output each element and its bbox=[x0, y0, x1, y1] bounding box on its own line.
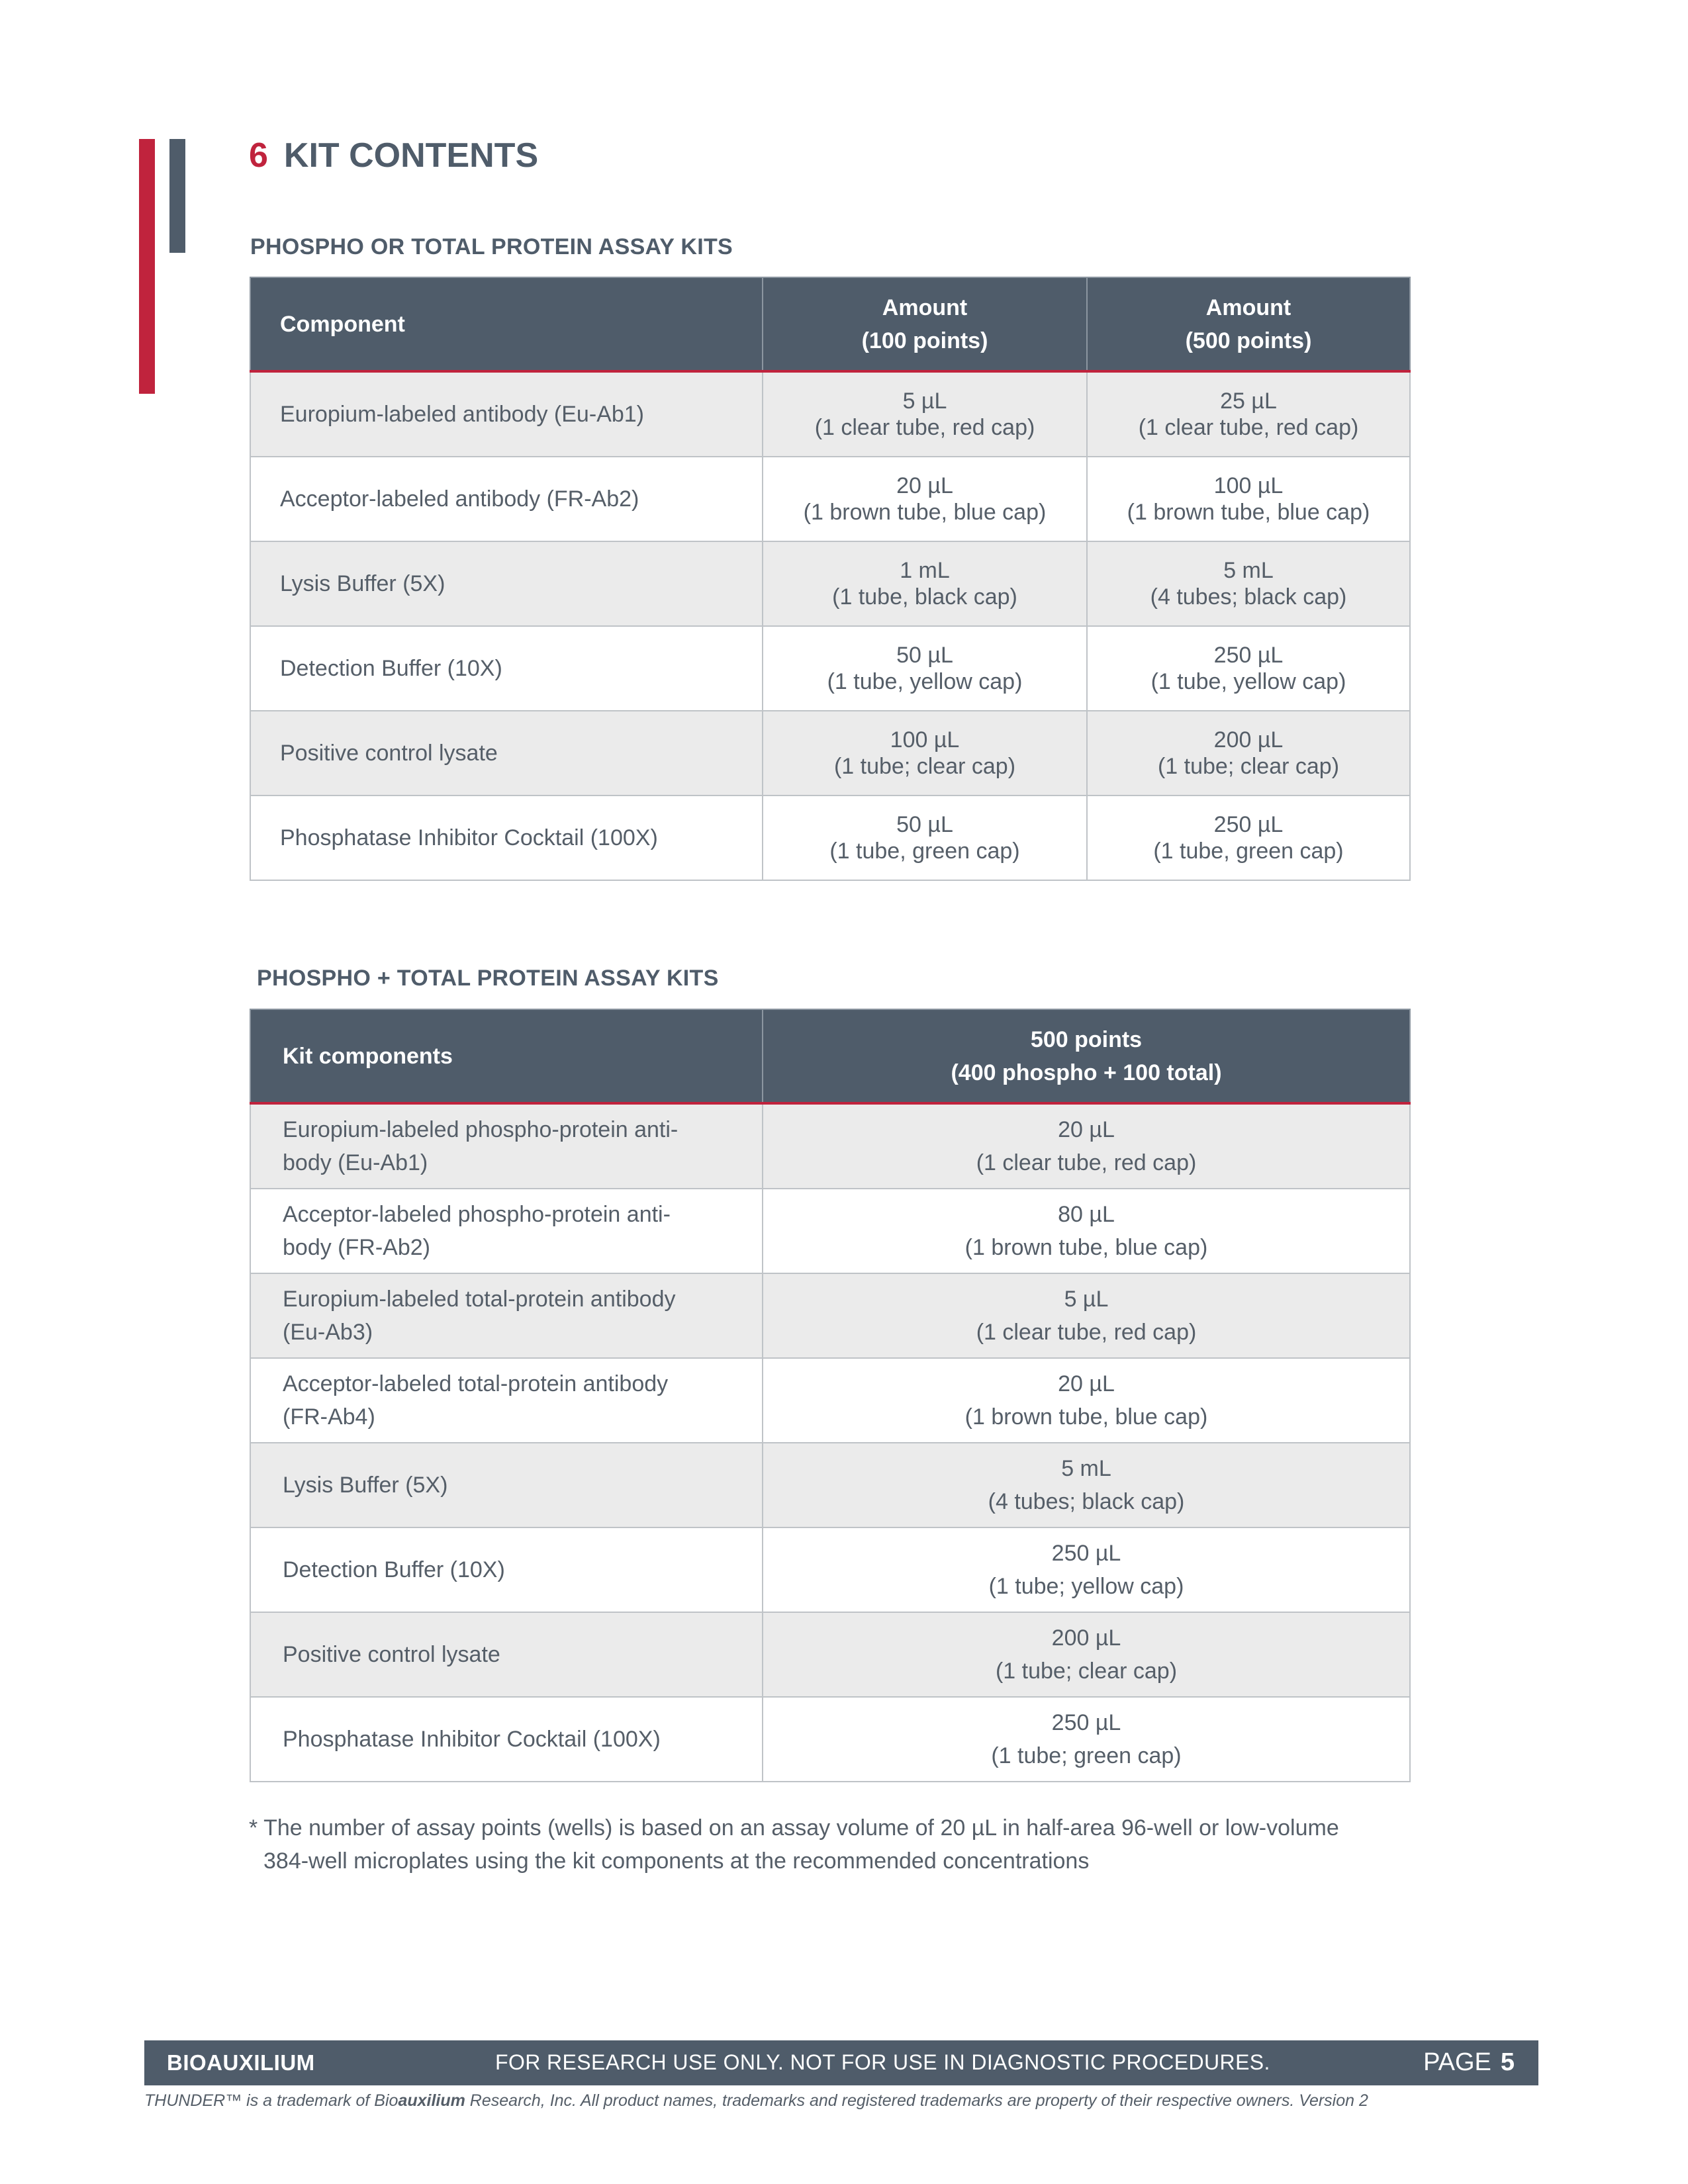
component-name: Positive control lysate bbox=[250, 711, 763, 796]
kit-amount: 20 µL bbox=[1058, 1117, 1115, 1142]
table-row bbox=[250, 1612, 1410, 1697]
kit-component-cell bbox=[250, 1612, 763, 1697]
table-header-row bbox=[250, 1009, 1410, 1103]
kit-amount: 80 µL bbox=[1058, 1202, 1115, 1227]
kit-amount-cell bbox=[763, 1527, 1410, 1612]
table-row bbox=[250, 541, 1410, 626]
amount-100-note: (1 brown tube, blue cap) bbox=[803, 500, 1047, 525]
kit-component-cell bbox=[250, 1189, 763, 1273]
amount-100: 20 µL bbox=[896, 473, 953, 498]
header-amount-500: Amount (500 points) bbox=[1087, 277, 1410, 371]
kit-component-cell bbox=[250, 1273, 763, 1358]
amount-500-cell bbox=[1087, 457, 1410, 541]
component-name: Europium-labeled antibody (Eu-Ab1) bbox=[250, 371, 763, 457]
amount-100: 1 mL bbox=[900, 558, 950, 583]
amount-100-cell bbox=[763, 711, 1087, 796]
table-row bbox=[250, 1273, 1410, 1358]
page-label: PAGE bbox=[1423, 2048, 1491, 2076]
header-kit-components: Kit components bbox=[250, 1009, 763, 1103]
kit-contents-table-single bbox=[250, 277, 1411, 881]
amount-500-note: (1 brown tube, blue cap) bbox=[1127, 500, 1370, 525]
table-row bbox=[250, 1358, 1410, 1443]
amount-500-cell bbox=[1087, 626, 1410, 711]
table-row bbox=[250, 626, 1410, 711]
kit-amount-note: (1 tube; green cap) bbox=[991, 1743, 1182, 1768]
table-header-row bbox=[250, 277, 1410, 371]
kit-component-line-1: Europium-labeled phospho-protein anti- bbox=[283, 1117, 679, 1142]
kit-amount-note: (1 brown tube, blue cap) bbox=[964, 1404, 1208, 1430]
amount-500: 5 mL bbox=[1223, 558, 1274, 583]
kit-amount: 5 µL bbox=[1064, 1287, 1109, 1312]
kit-component-line-1: Acceptor-labeled phospho-protein anti- bbox=[283, 1202, 671, 1227]
footnote-line-1: * The number of assay points (wells) is based on an assay volume of 20 µL in half-area 96-well or low-volume bbox=[249, 1815, 1339, 1841]
kit-component-line-2: (Eu-Ab3) bbox=[283, 1320, 373, 1345]
amount-100-note: (1 tube, yellow cap) bbox=[827, 669, 1023, 694]
kit-amount-note: (1 tube; clear cap) bbox=[995, 1659, 1178, 1684]
amount-500: 250 µL bbox=[1213, 643, 1284, 668]
kit-amount: 20 µL bbox=[1058, 1371, 1115, 1396]
component-name: Acceptor-labeled antibody (FR-Ab2) bbox=[250, 457, 763, 541]
header-component: Component bbox=[250, 277, 763, 371]
amount-500: 25 µL bbox=[1220, 388, 1277, 414]
component-name: Lysis Buffer (5X) bbox=[250, 541, 763, 626]
page-number: 5 bbox=[1500, 2048, 1515, 2076]
kit-component-line-1: Phosphatase Inhibitor Cocktail (100X) bbox=[283, 1727, 661, 1752]
kit-amount-note: (1 clear tube, red cap) bbox=[976, 1150, 1197, 1175]
kit-component-line-2: body (Eu-Ab1) bbox=[283, 1150, 428, 1175]
table-row bbox=[250, 371, 1410, 457]
section-number: 6 bbox=[249, 136, 268, 175]
kit-amount-cell bbox=[763, 1443, 1410, 1527]
amount-100-note: (1 clear tube, red cap) bbox=[814, 415, 1035, 440]
amount-500-cell bbox=[1087, 371, 1410, 457]
kit-contents-table-combined bbox=[250, 1009, 1411, 1782]
amount-500: 200 µL bbox=[1213, 727, 1284, 752]
table-row bbox=[250, 711, 1410, 796]
amount-500-cell bbox=[1087, 711, 1410, 796]
amount-500-cell bbox=[1087, 796, 1410, 880]
kit-amount: 200 µL bbox=[1051, 1625, 1121, 1651]
table-row bbox=[250, 1527, 1410, 1612]
kit-amount-cell bbox=[763, 1273, 1410, 1358]
amount-500-note: (1 tube, yellow cap) bbox=[1150, 669, 1346, 694]
kit-amount: 5 mL bbox=[1061, 1456, 1111, 1481]
table-row bbox=[250, 1103, 1410, 1189]
amount-500-note: (1 tube; clear cap) bbox=[1157, 754, 1340, 779]
amount-100: 50 µL bbox=[896, 812, 953, 837]
table-row bbox=[250, 457, 1410, 541]
amount-100: 50 µL bbox=[896, 643, 953, 668]
footnote-line-2: 384-well microplates using the kit components at the recommended concentrations bbox=[263, 1848, 1090, 1874]
kit-component-line-1: Positive control lysate bbox=[283, 1642, 500, 1667]
footer-notice: FOR RESEARCH USE ONLY. NOT FOR USE IN DIAGNOSTIC PROCEDURES. bbox=[495, 2050, 1270, 2074]
kit-component-cell bbox=[250, 1443, 763, 1527]
header-amount-100: Amount (100 points) bbox=[763, 277, 1087, 371]
kit-component-line-1: Europium-labeled total-protein antibody bbox=[283, 1287, 676, 1312]
kit-amount: 250 µL bbox=[1051, 1710, 1121, 1735]
kit-component-cell bbox=[250, 1358, 763, 1443]
amount-100-note: (1 tube, green cap) bbox=[829, 839, 1020, 864]
accent-bar-gray bbox=[169, 139, 185, 253]
amount-500: 100 µL bbox=[1213, 473, 1284, 498]
amount-100-note: (1 tube, black cap) bbox=[832, 584, 1017, 610]
amount-100-cell bbox=[763, 457, 1087, 541]
kit-component-line-2: body (FR-Ab2) bbox=[283, 1235, 430, 1260]
page-indicator bbox=[1423, 2048, 1515, 2077]
kit-component-line-1: Acceptor-labeled total-protein antibody bbox=[283, 1371, 669, 1396]
kit-component-cell bbox=[250, 1527, 763, 1612]
table1-heading: PHOSPHO OR TOTAL PROTEIN ASSAY KITS bbox=[250, 234, 733, 259]
table-row bbox=[250, 796, 1410, 880]
table-row bbox=[250, 1443, 1410, 1527]
table-row bbox=[250, 1189, 1410, 1273]
table-row bbox=[250, 1697, 1410, 1782]
kit-amount-cell bbox=[763, 1612, 1410, 1697]
kit-component-cell bbox=[250, 1697, 763, 1782]
accent-bar-red bbox=[139, 139, 155, 394]
amount-500-cell bbox=[1087, 541, 1410, 626]
kit-amount-cell bbox=[763, 1358, 1410, 1443]
amount-100: 100 µL bbox=[890, 727, 960, 752]
amount-500-note: (1 clear tube, red cap) bbox=[1138, 415, 1359, 440]
kit-amount-cell bbox=[763, 1697, 1410, 1782]
amount-100-cell bbox=[763, 626, 1087, 711]
header-500-points: 500 points (400 phospho + 100 total) bbox=[763, 1009, 1410, 1103]
kit-amount-note: (1 clear tube, red cap) bbox=[976, 1320, 1197, 1345]
amount-100-cell bbox=[763, 796, 1087, 880]
amount-500-note: (1 tube, green cap) bbox=[1153, 839, 1344, 864]
amount-500-note: (4 tubes; black cap) bbox=[1150, 584, 1347, 610]
amount-100-cell bbox=[763, 371, 1087, 457]
footnote bbox=[249, 1811, 1427, 1878]
amount-500: 250 µL bbox=[1213, 812, 1284, 837]
amount-100: 5 µL bbox=[902, 388, 947, 414]
kit-component-line-1: Detection Buffer (10X) bbox=[283, 1557, 505, 1582]
kit-amount-note: (1 brown tube, blue cap) bbox=[964, 1235, 1208, 1260]
amount-100-note: (1 tube; clear cap) bbox=[833, 754, 1016, 779]
kit-amount-cell bbox=[763, 1103, 1410, 1189]
component-name: Detection Buffer (10X) bbox=[250, 626, 763, 711]
trademark-notice: THUNDER™ is a trademark of Bioauxilium Research, Inc. All product names, trademarks and registered trademarks are property of their respective owners. Version 2 bbox=[144, 2091, 1368, 2110]
section-title bbox=[249, 136, 538, 175]
kit-component-cell bbox=[250, 1103, 763, 1189]
section-title-text: KIT CONTENTS bbox=[283, 136, 539, 175]
kit-component-line-2: (FR-Ab4) bbox=[283, 1404, 375, 1430]
kit-amount-note: (4 tubes; black cap) bbox=[988, 1489, 1185, 1514]
kit-amount: 250 µL bbox=[1051, 1541, 1121, 1566]
kit-amount-note: (1 tube; yellow cap) bbox=[988, 1574, 1184, 1599]
kit-amount-cell bbox=[763, 1189, 1410, 1273]
footer-bar bbox=[144, 2040, 1538, 2085]
table2-heading: PHOSPHO + TOTAL PROTEIN ASSAY KITS bbox=[257, 966, 719, 991]
footer-brand-logo: BIOAUXILIUM bbox=[167, 2050, 315, 2075]
component-name: Phosphatase Inhibitor Cocktail (100X) bbox=[250, 796, 763, 880]
amount-100-cell bbox=[763, 541, 1087, 626]
kit-component-line-1: Lysis Buffer (5X) bbox=[283, 1473, 448, 1498]
